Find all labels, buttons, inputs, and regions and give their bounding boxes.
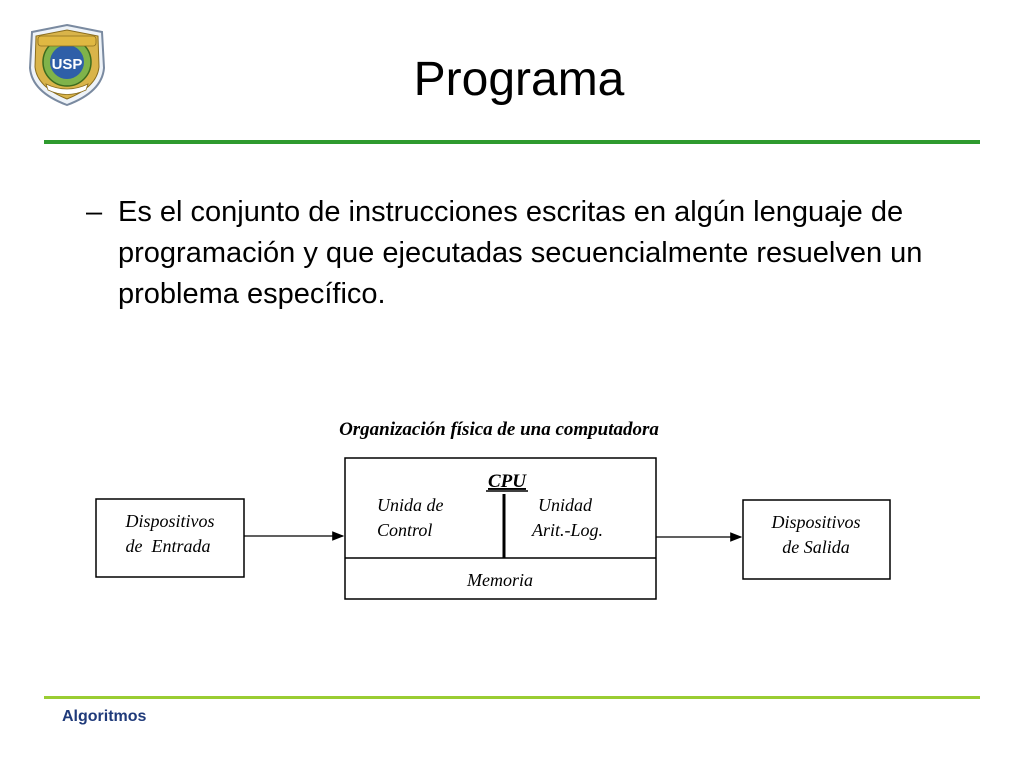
alu-label-1: Unidad <box>538 495 592 515</box>
logo-text: USP <box>51 56 83 73</box>
control-unit-label-2: Control <box>377 520 433 540</box>
slide-title: Programa <box>413 53 625 106</box>
cpu-label: CPU <box>488 471 526 492</box>
title-divider <box>44 140 980 144</box>
alu-label-2: Arit.-Log. <box>532 520 604 540</box>
memory-label: Memoria <box>467 570 533 590</box>
computer-organization-diagram <box>0 400 1024 630</box>
output-devices-label-1: Dispositivos <box>771 512 861 532</box>
input-devices-label-1: Dispositivos <box>125 511 215 531</box>
input-devices-label-2: de Entrada <box>125 536 211 556</box>
footer-label: Algoritmos <box>62 708 147 725</box>
footer-divider <box>44 696 980 699</box>
bullet-item <box>86 192 946 315</box>
bullet-marker: – <box>86 196 103 228</box>
output-devices-label-2: de Salida <box>782 537 850 557</box>
bullet-text: Es el conjunto de instrucciones escritas en algún lenguaje de programación y que ejecutadas secuencialmente resuelven un problema específico. <box>118 196 923 310</box>
diagram-title: Organización física de una computadora <box>339 419 659 440</box>
control-unit-label-1: Unida de <box>377 495 444 515</box>
